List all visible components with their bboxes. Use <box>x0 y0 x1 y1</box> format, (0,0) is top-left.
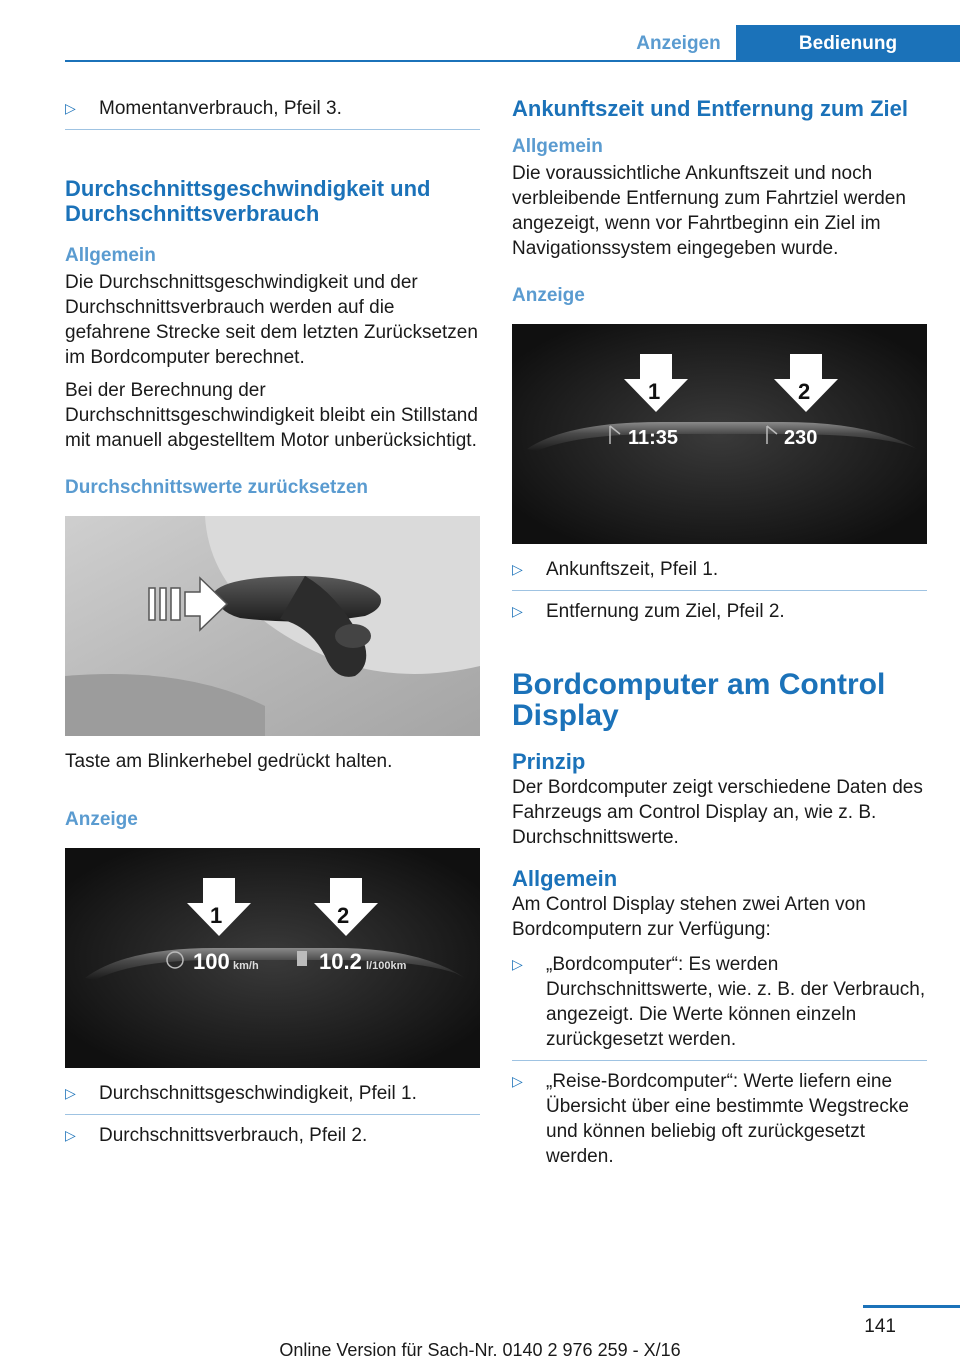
average-speed-value: 100 <box>193 949 230 974</box>
list-item-text: Entfernung zum Ziel, Pfeil 2. <box>546 601 785 622</box>
arrival-time-value: 11:35 <box>628 427 679 449</box>
section-heading-average: Durchschnittsgeschwindigkeit und Durchschnittsverbrauch <box>65 176 431 226</box>
average-consumption-unit: l/100km <box>366 960 407 972</box>
triangle-bullet-icon: ▷ <box>512 603 523 619</box>
footer-version-text: Online Version für Sach-Nr. 0140 2 976 259 - X/16 <box>279 1340 681 1360</box>
list-item <box>512 1069 927 1169</box>
divider <box>512 590 927 591</box>
distance-value: 230 <box>784 427 818 449</box>
paragraph: Die voraussichtliche Ankunftszeit und noch verbleibende Entfernung zum Fahrtziel werden angezeigt, wenn vor Fahrtbeginn ein Ziel im Navigationssystem eingegeben wurde. <box>512 163 906 259</box>
triangle-bullet-icon: ▷ <box>512 956 523 972</box>
page-number: 141 <box>864 1316 896 1337</box>
footer-rule <box>863 1305 960 1308</box>
right-column <box>512 96 927 1169</box>
divider <box>65 1114 480 1115</box>
lever-illustration <box>65 516 480 736</box>
list-item-text: „Bordcomputer“: Es werden Durchschnittswerte, wie. z. B. der Verbrauch, angezeigt. Die Werte können einzeln zurückgesetzt werden. <box>546 954 926 1050</box>
display-average-values <box>65 848 480 1068</box>
list-item-text: Ankunftszeit, Pfeil 1. <box>546 559 719 580</box>
arrow-label-2: 2 <box>337 903 350 928</box>
list-item <box>65 96 480 121</box>
list-item <box>512 557 927 582</box>
list-item <box>65 1081 480 1106</box>
divider <box>65 129 480 130</box>
paragraph: Bei der Berechnung der Durchschnittsgeschwindigkeit bleibt ein Stillstand mit manuell abgestelltem Motor unberücksichtigt. <box>65 380 478 451</box>
arrow-label-2: 2 <box>798 379 811 404</box>
photo-caption: Taste am Blinkerhebel gedrückt halten. <box>65 751 393 772</box>
left-column <box>65 96 480 1148</box>
list-item-text: Durchschnittsverbrauch, Pfeil 2. <box>99 1125 368 1146</box>
tab-bedienung[interactable]: Bedienung <box>736 25 960 62</box>
list-item-text: Durchschnittsgeschwindigkeit, Pfeil 1. <box>99 1083 417 1104</box>
subheading-allgemein-2: Allgemein <box>512 866 618 891</box>
header-rule <box>65 60 960 62</box>
average-consumption-value: 10.2 <box>319 949 362 974</box>
subheading-prinzip: Prinzip <box>512 749 586 774</box>
divider <box>512 1060 927 1061</box>
subheading-anzeige: Anzeige <box>512 285 585 306</box>
paragraph: Am Control Display stehen zwei Arten von Bordcomputern zur Verfügung: <box>512 894 866 940</box>
subheading-allgemein: Allgemein <box>65 245 156 266</box>
instrument-display <box>512 324 927 544</box>
triangle-bullet-icon: ▷ <box>65 1127 76 1143</box>
list-item <box>512 599 927 624</box>
subheading-allgemein: Allgemein <box>512 136 603 157</box>
triangle-bullet-icon: ▷ <box>65 100 76 116</box>
photo-turn-signal-lever <box>65 516 480 736</box>
subheading-anzeige: Anzeige <box>65 809 138 830</box>
fuel-pump-icon <box>297 951 307 966</box>
section-heading-arrival: Ankunftszeit und Entfernung zum Ziel <box>512 96 908 121</box>
arrow-label-1: 1 <box>210 903 223 928</box>
list-item-text: Momentanverbrauch, Pfeil 3. <box>99 98 342 119</box>
arrow-label-1: 1 <box>648 379 661 404</box>
triangle-bullet-icon: ▷ <box>65 1085 76 1101</box>
list-item <box>512 952 927 1052</box>
triangle-bullet-icon: ▷ <box>512 561 523 577</box>
average-speed-unit: km/h <box>233 960 259 972</box>
subheading-reset: Durchschnittswerte zurücksetzen <box>65 477 369 498</box>
triangle-bullet-icon: ▷ <box>512 1073 523 1089</box>
list-item-text: „Reise-Bordcomputer“: Werte liefern eine Übersicht über eine bestimmte Wegstrecke und können beliebig oft zurückgesetzt werden. <box>546 1071 909 1167</box>
paragraph: Der Bordcomputer zeigt verschiedene Daten des Fahrzeugs am Control Display an, wie z. B. Durchschnittswerte. <box>512 777 923 848</box>
list-item <box>65 1123 480 1148</box>
chapter-heading: Bordcomputer am Control Display <box>512 668 886 732</box>
instrument-display <box>65 848 480 1068</box>
paragraph: Die Durchschnittsgeschwindigkeit und der Durchschnittsverbrauch werden auf die gefahrene Strecke seit dem letzten Zurücksetzen im Bordcomputer berechnet. <box>65 272 478 368</box>
display-arrival-distance <box>512 324 927 544</box>
tab-anzeigen[interactable]: Anzeigen <box>636 33 721 54</box>
